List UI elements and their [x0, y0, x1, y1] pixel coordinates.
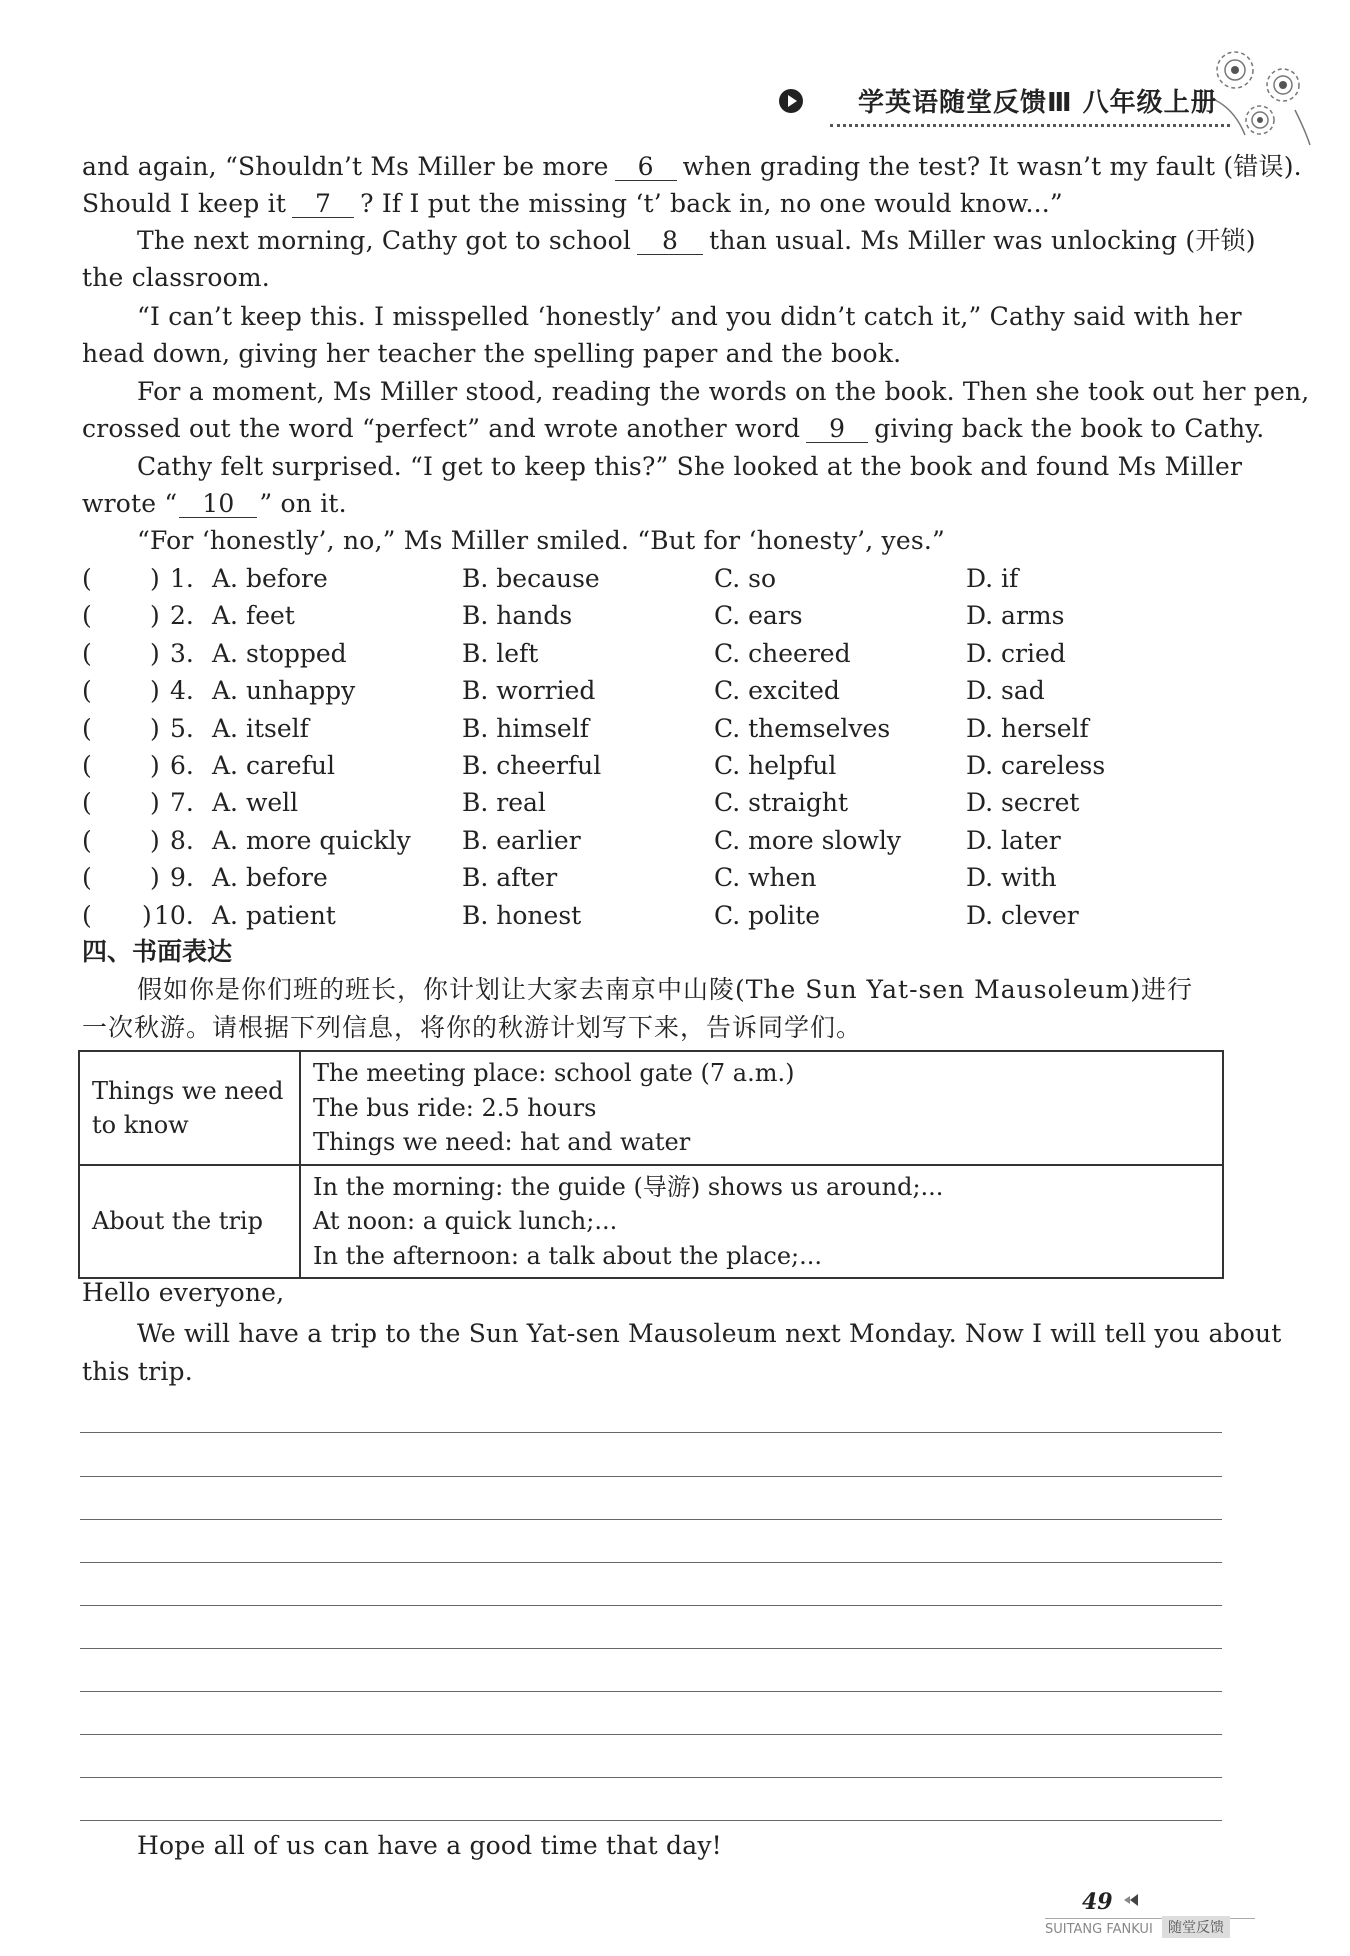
passage-text: The next morning, Cathy got to school: [137, 226, 632, 255]
intro-line-1: We will have a trip to the Sun Yat-sen Mausoleum next Monday. Now I will tell you about: [137, 1319, 1282, 1348]
option-a[interactable]: A. patient: [212, 900, 336, 930]
option-b[interactable]: B. hands: [462, 601, 573, 631]
answer-paren-close: ): [150, 825, 160, 855]
passage-line-3: [137, 222, 1280, 259]
passage-text: ? If I put the missing ‘t’ back in, no one would know...”: [360, 189, 1063, 218]
question-row: [82, 822, 1225, 859]
blank-9: 9: [806, 416, 868, 443]
instruction-line-2: 一次秋游。请根据下列信息，将你的秋游计划写下来，告诉同学们。: [82, 1013, 863, 1042]
greeting: Hello everyone,: [82, 1278, 285, 1307]
passage-text: than usual. Ms Miller was unlocking (开锁): [709, 226, 1256, 255]
table-label: to know: [92, 1110, 189, 1139]
section-heading: 四、书面表达: [82, 937, 233, 966]
passage-text: and again, “Shouldn’t Ms Miller be more: [82, 152, 609, 181]
writing-line[interactable]: [80, 1519, 1222, 1520]
question-row: [82, 560, 1225, 597]
question-number: 6.: [170, 751, 194, 780]
option-d[interactable]: D. with: [966, 863, 1057, 893]
question-number: 4.: [170, 676, 194, 706]
writing-line[interactable]: [80, 1777, 1222, 1778]
question-row: [82, 859, 1225, 896]
table-row: [79, 1051, 1223, 1165]
footer-brand: SUITANG FANKUI: [1045, 1922, 1153, 1937]
table-label: About the trip: [92, 1207, 263, 1236]
answer-paren[interactable]: (: [82, 900, 92, 930]
answer-paren[interactable]: (: [82, 825, 92, 855]
closing-line: Hope all of us can have a good time that day!: [137, 1831, 722, 1860]
passage-line-8: [82, 410, 1265, 447]
option-a[interactable]: A. before: [212, 564, 328, 593]
option-a[interactable]: A. unhappy: [212, 676, 356, 706]
option-b[interactable]: B. left: [462, 638, 539, 668]
table-label-cell: [79, 1165, 300, 1279]
writing-line[interactable]: [80, 1605, 1222, 1606]
option-a[interactable]: A. more quickly: [212, 825, 411, 855]
option-a[interactable]: A. before: [212, 863, 328, 893]
question-number: 5.: [170, 713, 194, 743]
instruction-line-1: 假如你是你们班的班长，你计划让大家去南京中山陵(The Sun Yat-sen Mausoleum)进行: [137, 975, 1194, 1004]
option-b[interactable]: B. cheerful: [462, 751, 602, 780]
intro-line-2: this trip.: [82, 1357, 193, 1386]
table-row: [79, 1165, 1223, 1279]
writing-line[interactable]: [80, 1432, 1222, 1433]
option-c[interactable]: C. excited: [714, 676, 840, 706]
option-a[interactable]: A. feet: [212, 601, 295, 631]
option-c[interactable]: C. straight: [714, 788, 849, 818]
writing-line[interactable]: [80, 1734, 1222, 1735]
play-icon: [778, 88, 804, 114]
option-d[interactable]: D. clever: [966, 900, 1079, 930]
blank-8: 8: [637, 228, 703, 255]
flower-decoration-icon: [1195, 40, 1315, 150]
table-item: In the afternoon: a talk about the place;...: [313, 1241, 823, 1270]
passage-line-2: [82, 185, 1225, 222]
option-c[interactable]: C. so: [714, 564, 777, 593]
option-c[interactable]: C. polite: [714, 900, 821, 930]
answer-paren-close: ): [150, 601, 160, 631]
table-label: Things we need: [92, 1076, 284, 1105]
passage-line-6: head down, giving her teacher the spelling paper and the book.: [82, 339, 902, 368]
option-d[interactable]: D. sad: [966, 676, 1045, 706]
table-item: In the morning: the guide (导游) shows us around;...: [313, 1172, 944, 1201]
blank-6: 6: [615, 154, 677, 181]
passage-text: Should I keep it: [82, 189, 287, 218]
writing-line[interactable]: [80, 1691, 1222, 1692]
question-row: [82, 597, 1225, 634]
option-c[interactable]: C. ears: [714, 601, 803, 631]
question-number: 10.: [154, 900, 194, 930]
option-a[interactable]: A. itself: [212, 713, 309, 743]
writing-line[interactable]: [80, 1820, 1222, 1821]
answer-paren[interactable]: (: [82, 863, 92, 893]
header-divider: [830, 124, 1230, 127]
table-label-cell: [79, 1051, 300, 1165]
option-b[interactable]: B. because: [462, 564, 600, 593]
answer-paren-close: ): [150, 713, 160, 743]
question-row: [82, 897, 1225, 934]
option-b[interactable]: B. after: [462, 863, 558, 893]
option-d[interactable]: D. arms: [966, 601, 1065, 631]
answer-paren[interactable]: (: [82, 751, 92, 780]
table-content-cell: [300, 1051, 1223, 1165]
option-b[interactable]: B. himself: [462, 713, 589, 743]
option-c[interactable]: C. themselves: [714, 713, 891, 743]
writing-line[interactable]: [80, 1648, 1222, 1649]
question-number: 3.: [170, 638, 194, 668]
option-d[interactable]: D. secret: [966, 788, 1080, 818]
passage-text: when grading the test? It wasn’t my fault (错误).: [682, 152, 1302, 181]
blank-10: 10: [179, 491, 257, 518]
option-b[interactable]: B. earlier: [462, 825, 581, 855]
answer-paren-close: ): [150, 564, 160, 593]
blank-7: 7: [292, 191, 354, 218]
table-item: Things we need: hat and water: [313, 1128, 691, 1156]
answer-paren-close: ): [150, 676, 160, 706]
passage-line-1: [82, 148, 1302, 185]
table-item: The meeting place: school gate (7 a.m.): [313, 1059, 795, 1087]
answer-paren[interactable]: (: [82, 788, 92, 818]
option-d[interactable]: D. cried: [966, 638, 1066, 668]
table-content-cell: [300, 1165, 1223, 1279]
passage-text: giving back the book to Cathy.: [874, 414, 1265, 443]
passage-line-4: the classroom.: [82, 263, 270, 292]
option-d[interactable]: D. if: [966, 564, 1019, 593]
option-a[interactable]: A. stopped: [212, 638, 347, 668]
option-d[interactable]: D. later: [966, 825, 1061, 855]
question-number: 2.: [170, 601, 194, 631]
option-a[interactable]: A. well: [212, 788, 299, 818]
option-d[interactable]: D. careless: [966, 751, 1106, 780]
passage-line-7: For a moment, Ms Miller stood, reading the words on the book. Then she took out her pen,: [137, 377, 1310, 406]
option-b[interactable]: B. honest: [462, 900, 582, 930]
option-c[interactable]: C. more slowly: [714, 825, 901, 855]
info-table: [78, 1050, 1224, 1279]
question-number: 8.: [170, 825, 194, 855]
answer-paren[interactable]: (: [82, 638, 92, 668]
answer-paren[interactable]: (: [82, 564, 92, 593]
option-a[interactable]: A. careful: [212, 751, 335, 780]
footer-badge: 随堂反馈: [1162, 1916, 1230, 1938]
passage-text: ” on it.: [259, 489, 347, 518]
passage-text: wrote “: [82, 489, 178, 518]
header-title: 学英语随堂反馈Ⅲ 八年级上册: [858, 88, 1218, 118]
passage-text: crossed out the word “perfect” and wrote another word: [82, 414, 801, 443]
writing-line[interactable]: [80, 1476, 1222, 1477]
answer-paren-close: ): [150, 751, 160, 780]
page-number: 49: [1082, 1889, 1113, 1915]
arrow-left-icon: [1122, 1894, 1138, 1906]
option-c[interactable]: C. helpful: [714, 751, 837, 780]
option-b[interactable]: B. worried: [462, 676, 596, 706]
question-row: [82, 747, 1225, 784]
table-item: At noon: a quick lunch;...: [313, 1207, 618, 1235]
option-c[interactable]: C. when: [714, 863, 817, 893]
question-row: [82, 635, 1225, 672]
answer-paren[interactable]: (: [82, 713, 92, 743]
passage-line-9: Cathy felt surprised. “I get to keep this?” She looked at the book and found Ms Miller: [137, 452, 1243, 481]
question-number: 1.: [170, 564, 194, 593]
question-row: [82, 784, 1225, 821]
answer-paren-close: ): [150, 863, 160, 893]
writing-line[interactable]: [80, 1562, 1222, 1563]
passage-line-5: “I can’t keep this. I misspelled ‘honestly’ and you didn’t catch it,” Cathy said with her: [137, 302, 1242, 331]
question-number: 7.: [170, 788, 194, 818]
answer-paren-close: ): [142, 900, 152, 930]
answer-paren-close: ): [150, 638, 160, 668]
option-d[interactable]: D. herself: [966, 713, 1089, 743]
option-b[interactable]: B. real: [462, 788, 546, 818]
answer-paren[interactable]: (: [82, 601, 92, 631]
passage-line-10: [82, 485, 1225, 522]
table-item: The bus ride: 2.5 hours: [313, 1093, 597, 1122]
answer-paren-close: ): [150, 788, 160, 818]
question-row: [82, 672, 1225, 709]
option-c[interactable]: C. cheered: [714, 638, 851, 668]
passage-line-11: “For ‘honestly’, no,” Ms Miller smiled. “But for ‘honesty’, yes.”: [137, 526, 945, 555]
answer-paren[interactable]: (: [82, 676, 92, 706]
question-row: [82, 710, 1225, 747]
question-number: 9.: [170, 863, 194, 893]
